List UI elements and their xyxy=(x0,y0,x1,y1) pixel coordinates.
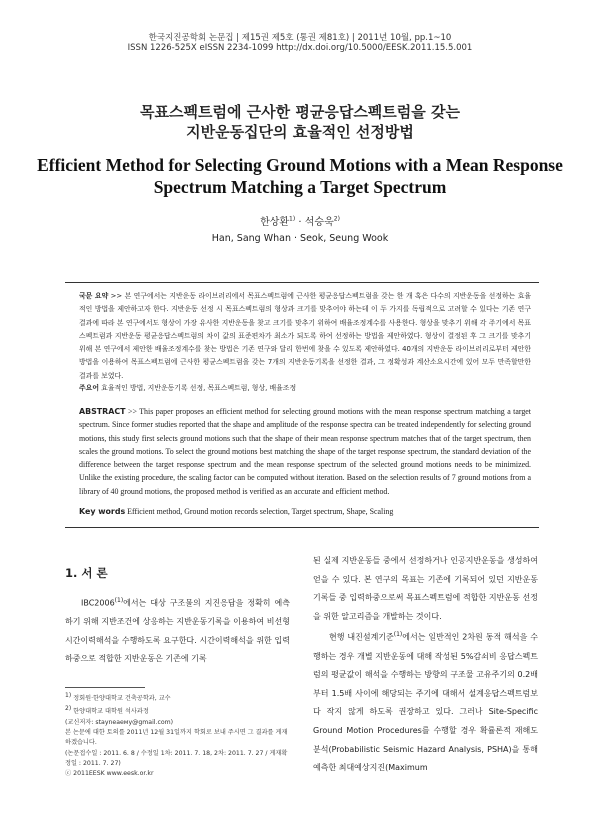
korean-abstract-text: >> 본 연구에서는 지반운동 라이브러리에서 목표스펙트럼에 근사한 평균응답스펙트럼을 갖는 한 개 혹은 다수의 지반운동을 선정하는 효율적인 방법을 제안하고자 한다. 지반운동 선정 시 목표스펙트럼의 형상과 크기를 맞추어야 하는데 이 두 가지를 독립적으로 고려할 수 있다는 기존 연구결과에 따라 본 연구에서도 형상이 가장 유사한 지반운동을 찾고 크기를 맞추기 위하여 배율조정계수를 사용한다. 형상을 맞추기 위해 각 주기에서 목표스펙트럼과 지반운동 평균응답스펙트럼의 차이 값의 표준편차가 최소가 되도록 하여 선정하는 방법을 제안하였다. 형상이 결정된 후 그 크기를 맞추기 위해 본 연구에서 제안한 배율조정계수를 찾는 방법은 기존 연구와 달리 한번에 찾을 수 있도록 제안하였다. 40개의 지반운동 라이브러리로부터 제안한 방법을 이용하여 목표스펙트럼에 근사한 평균스펙트럼을 갖는 7개의 지반운동기록을 선정한 결과, 그 정확성과 계산소요시간에 있어 모두 만족할만한 결과를 보였다. xyxy=(79,292,532,380)
korean-keywords-text: 효율적인 방법, 지반운동기록 선정, 목표스펙트럼, 형상, 배율조정 xyxy=(98,384,297,392)
body-text: 에서는 일반적인 2차원 동적 해석을 수행하는 경우 개별 지반운동에 대해 작성된 5%감쇠비 응답스펙트럼의 평균값이 해석을 수행하는 방향의 구조물 고유주기의 0.2배부터 1.5배 사이에 해당되는 주기에 대해서 설계응답스펙트럼보다 작지 않게 하도록 권장하고 있다. 그러나 Site-Specific Ground Motion Procedures를 수행할 경우 확률론적 재해도 분석(Probabilistic Seismic Hazard Analysis, PSHA)을 통해 예측한 최대예상지진(Maximum xyxy=(313,633,538,773)
reference-mark: (1) xyxy=(393,631,403,639)
copyright: ⓒ 2011EESK www.eesk.or.kr xyxy=(65,770,154,778)
footnotes xyxy=(65,691,290,780)
english-keywords xyxy=(79,505,531,518)
title-english-line2: Spectrum Matching a Target Spectrum xyxy=(153,177,447,197)
authors-english: Han, Sang Whan · Seok, Seung Wook xyxy=(211,233,389,244)
english-abstract-label: ABSTRACT xyxy=(79,407,126,416)
footnote-2: $^{2)}$ 한양대학교 대학원 석사과정 xyxy=(65,705,149,716)
korean-keywords xyxy=(79,382,531,395)
body-column-right xyxy=(313,552,538,778)
body-text: 에서는 대상 구조물의 지진응답을 정확히 예측하기 위해 지반조건에 상응하는 지반운동기록을 이용하여 비선형 시간이력해석을 수행하도록 요구한다. 시간이력해석을 위한 입력하중으로 적합한 지반운동은 기존에 기록 xyxy=(65,598,290,664)
author2-affil-mark: 2) xyxy=(333,215,340,223)
korean-abstract-label: 국문 요약 xyxy=(79,292,109,300)
footnote-1: $^{1)}$ 정회원·한양대학교 건축공학과, 교수 xyxy=(65,692,171,703)
body-paragraph: 된 실제 지반운동들 중에서 선정하거나 인공지반운동을 생성하여 얻을 수 있다. 본 연구의 목표는 기존에 기록되어 있던 지반운동기록들 중 입력하중으로써 목표스펙트럼에 적합한 지반운동 선정을 위한 알고리즘을 개발하는 것이다. xyxy=(313,556,538,621)
author1-name: 한상환 xyxy=(260,217,290,228)
reference-mark: (1) xyxy=(114,597,124,604)
body-text: 현행 내진설계기준 xyxy=(329,633,394,643)
english-keywords-text: Efficient method, Ground motion records selection, Target spectrum, Shape, Scaling xyxy=(125,507,394,516)
title-korean-line2: 지반운동집단의 효율적인 선정방법 xyxy=(186,123,414,141)
footnote-divider xyxy=(65,687,145,688)
author1-affil-mark: 1) xyxy=(289,215,296,223)
section-heading-introduction: 1. 서 론 xyxy=(65,566,108,580)
korean-abstract xyxy=(79,290,531,383)
english-abstract-text: >> This paper proposes an efficient method for selecting ground motions with the mean response spectrum matching a target spectrum. Since former studies reported that the shape and amplitude of the response spectra can be treated independently for selecting ground motions, this study first selects ground motions such that the shape of their mean response spectrum matches that of the target spectrum, then scales the ground motions. To select the ground motions best matching the shape of the target response spectrum, the standard deviation of the difference between the target response spectrum and the mean response spectrum of the selected ground motions needs to be minimized. Unlike the existing procedure, the scaling factor can be computed without iteration. Based on the selection results of 7 ground motions from a library of 40 ground motions, the proposed method is verified as an accurate and efficient method. xyxy=(79,407,531,496)
author2-name: 석승욱 xyxy=(304,217,334,228)
authors-korean xyxy=(0,213,600,228)
english-abstract xyxy=(79,405,531,498)
journal-header: 한국지진공학회 논문집 | 제15권 제5호 (통권 제81호) | 2011년 10월, pp.1~10 xyxy=(148,33,452,43)
body-text: IBC2006 xyxy=(81,598,115,608)
title-english-line1: Efficient Method for Selecting Ground Motions with a Mean Response xyxy=(37,155,563,175)
submission-dates: (논문접수일 : 2011. 6. 8 / 수정일 1차: 2011. 7. 18, 2차: 2011. 7. 27 / 게재확정일 : 2011. 7. 27) xyxy=(65,749,288,767)
title-korean-line1: 목표스펙트럼에 근사한 평균응답스펙트럼을 갖는 xyxy=(140,103,460,121)
discussion-note: 본 논문에 대한 토의를 2011년 12월 31일까지 학회로 보내 주시면 그 결과를 게재하겠습니다. xyxy=(65,729,288,747)
body-column-left xyxy=(65,592,290,669)
body-paragraph xyxy=(65,592,290,669)
korean-keywords-label: 주요어 xyxy=(79,384,99,392)
author-separator: · xyxy=(295,217,305,228)
english-keywords-label: Key words xyxy=(79,507,126,516)
body-paragraph xyxy=(313,626,538,777)
corresponding-author: (교신저자: stayneaему@gmail.com) xyxy=(65,718,174,726)
issn-doi-line: ISSN 1226-525X eISSN 2234-1099 http://dx.doi.org/10.5000/EESK.2011.15.5.001 xyxy=(127,43,473,53)
